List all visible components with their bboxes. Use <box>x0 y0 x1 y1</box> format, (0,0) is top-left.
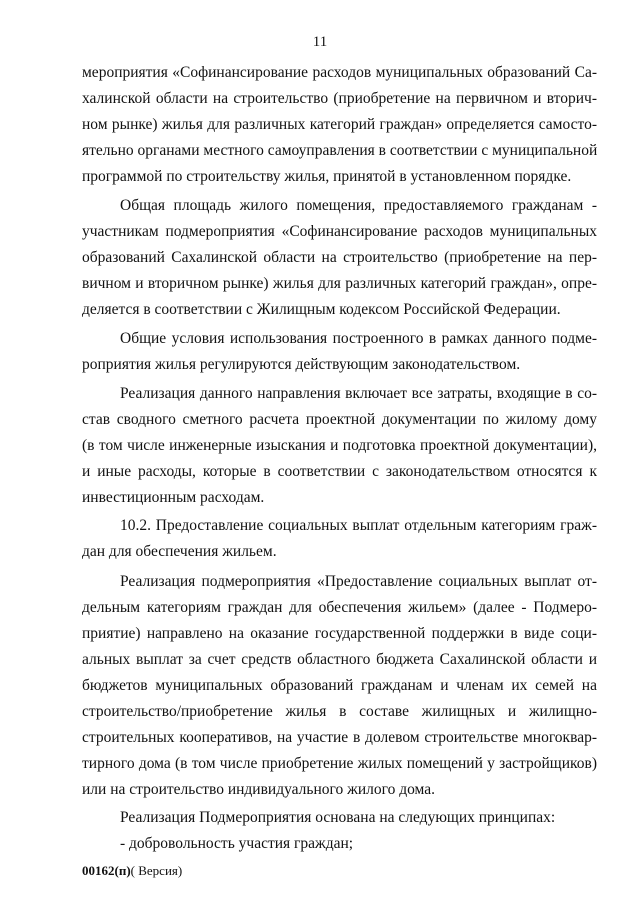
text-line: дан для обеспечения жильем. <box>82 543 277 560</box>
text-line: дельным категориям граждан для обеспечения жильем» (далее - Подмеро- <box>82 599 597 616</box>
text-line: - добровольность участия граждан; <box>120 835 354 852</box>
text-line: Реализация Подмероприятия основана на следующих принципах: <box>120 809 556 826</box>
document-code: 00162(п) <box>82 863 131 878</box>
text-line: и иные расходы, которые в соответствии с законодательством относятся к <box>82 463 597 480</box>
text-line: приятие) направлено на оказание государственной поддержки в виде соци- <box>82 625 597 642</box>
text-line: альных выплат за счет средств областного бюджета Сахалинской области и <box>82 651 597 668</box>
text-line: Реализация подмероприятия «Предоставление социальных выплат от- <box>120 573 597 590</box>
text-line: (в том числе инженерные изыскания и подготовка проектной документации), <box>82 437 597 454</box>
text-line: став сводного сметного расчета проектной документации по жилому дому <box>82 411 597 428</box>
text-line: участникам подмероприятия «Софинансирование расходов муниципальных <box>82 223 597 240</box>
version-label: ( Версия) <box>130 863 183 878</box>
text-line: строительство/приобретение жилья в составе жилищных и жилищно- <box>82 703 597 720</box>
text-line: халинской области на строительство (приобретение на первичном и вторич- <box>82 90 597 107</box>
text-line: программой по строительству жилья, принятой в установленном порядке. <box>82 168 572 185</box>
document-footer <box>82 863 182 879</box>
text-line: деляется в соответствии с Жилищным кодексом Российской Федерации. <box>82 301 561 318</box>
text-line: мероприятия «Софинансирование расходов муниципальных образований Са- <box>82 64 597 81</box>
text-line: инвестиционным расходам. <box>82 489 265 506</box>
text-line: или на строительство индивидуального жилого дома. <box>82 781 435 798</box>
text-line: Реализация данного направления включает все затраты, входящие в со- <box>120 385 597 402</box>
text-line: вичном и вторичном рынке) жилья для различных категорий граждан», опре- <box>82 275 597 292</box>
text-line: Общая площадь жилого помещения, предоставляемого гражданам - <box>120 197 597 214</box>
text-line: бюджетов муниципальных образований гражданам и членам их семей на <box>82 677 597 694</box>
text-line: 10.2. Предоставление социальных выплат отдельным категориям граж- <box>120 517 597 534</box>
page-number: 11 <box>312 34 328 50</box>
text-line: ном рынке) жилья для различных категорий граждан» определяется самосто- <box>82 116 597 133</box>
text-line: ятельно органами местного самоуправления в соответствии с муниципальной <box>82 142 598 159</box>
text-line: роприятия жилья регулируются действующим законодательством. <box>82 356 521 373</box>
text-line: Общие условия использования построенного в рамках данного подме- <box>120 330 597 347</box>
text-line: образований Сахалинской области на строительство (приобретение на пер- <box>82 249 597 266</box>
text-line: тирного дома (в том числе приобретение жилых помещений у застройщиков) <box>82 755 597 772</box>
text-line: строительных кооперативов, на участие в долевом строительстве многоквар- <box>82 729 597 746</box>
